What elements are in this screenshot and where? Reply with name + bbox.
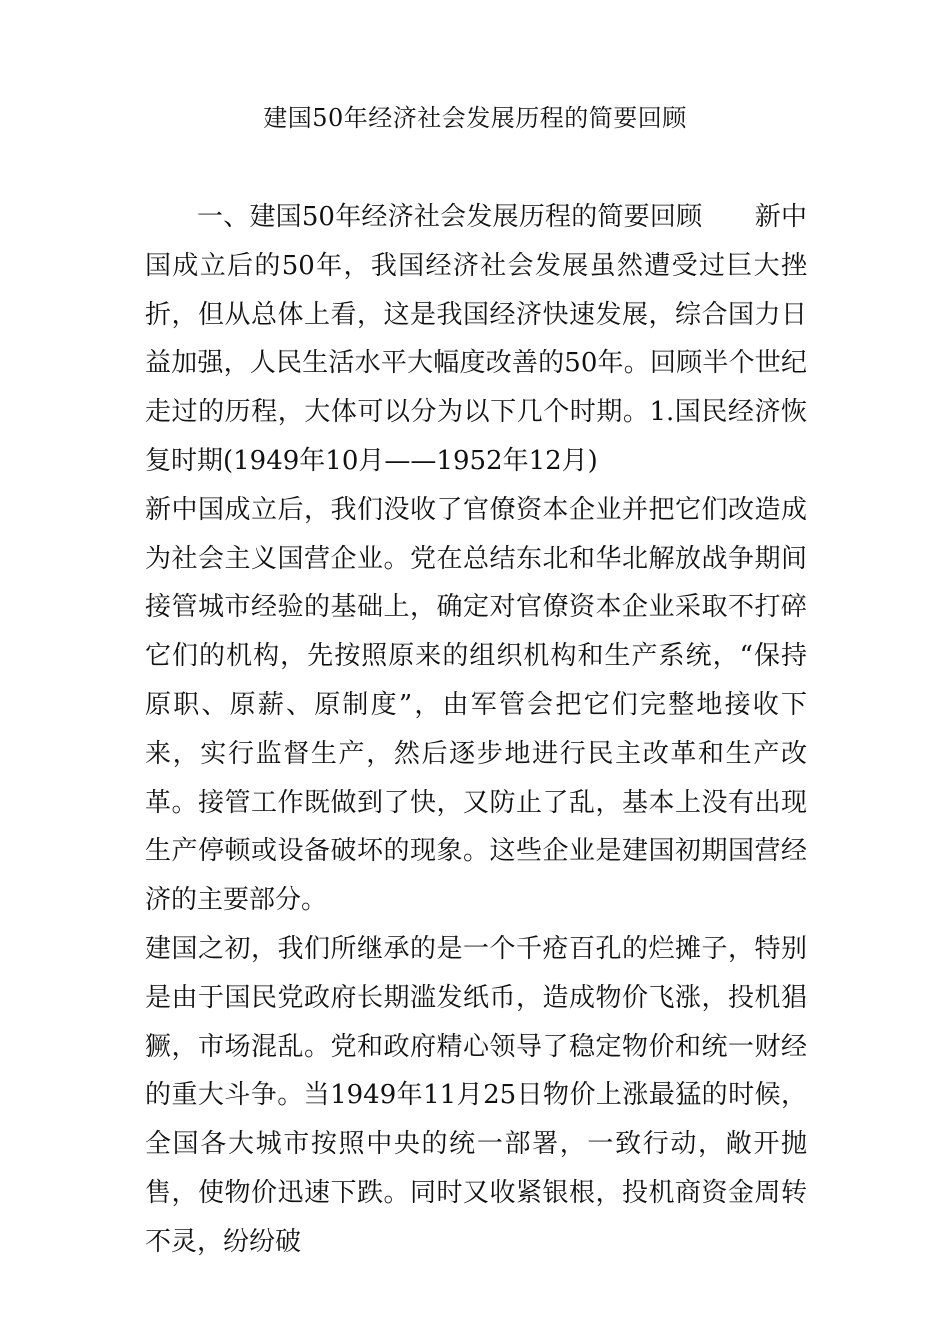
paragraph-intro: 一、建国50年经济社会发展历程的简要回顾 新中国成立后的50年，我国经济社会发展虽然遭受过巨大挫折，但从总体上看，这是我国经济快速发展，综合国力日益加强，人民生活水平大幅度改善的50年。回顾半个世纪走过的历程，大体可以分为以下几个时期。1.国民经济恢复时期(1949年10月——1952年12月) xyxy=(145,202,807,476)
document-body xyxy=(145,193,807,1267)
document-title: 建国50年经济社会发展历程的简要回顾 xyxy=(263,104,687,132)
paragraph-nationalization: 新中国成立后，我们没收了官僚资本企业并把它们改造成为社会主义国营企业。党在总结东北和华北解放战争期间接管城市经验的基础上，确定对官僚资本企业采取不打碎它们的机构，先按照原来的组织机构和生产系统，“保持原职、原薪、原制度”，由军管会把它们完整地接收下来，实行监督生产，然后逐步地进行民主改革和生产改革。接管工作既做到了快，又防止了乱，基本上没有出现生产停顿或设备破坏的现象。这些企业是建国初期国营经济的主要部分。 xyxy=(145,494,807,916)
paragraph-price-stabilization: 建国之初，我们所继承的是一个千疮百孔的烂摊子，特别是由于国民党政府长期滥发纸币，造成物价飞涨，投机猖獗，市场混乱。党和政府精心领导了稳定物价和统一财经的重大斗争。当1949年11月25日物价上涨最猛的时候，全国各大城市按照中央的统一部署，一致行动，敞开抛售，使物价迅速下跌。同时又收紧银根，投机商资金周转不灵，纷纷破 xyxy=(145,933,807,1257)
